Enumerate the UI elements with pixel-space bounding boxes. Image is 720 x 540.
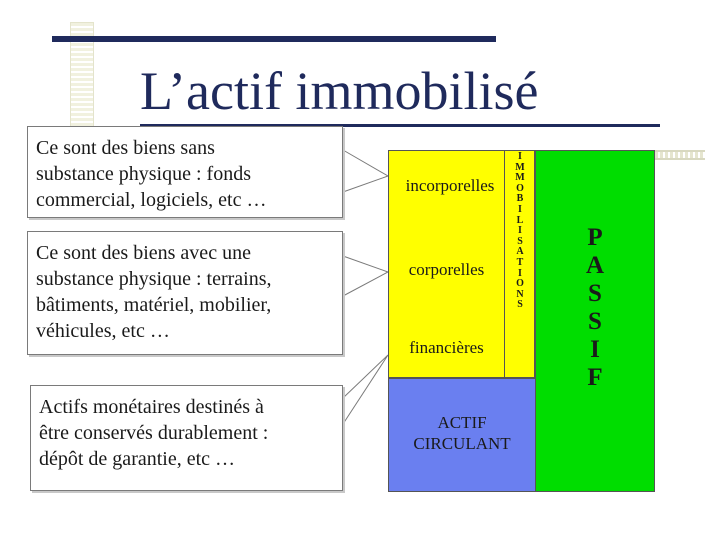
vertical-letter: B — [516, 193, 524, 205]
slide-title: L’actif immobilisé — [140, 61, 539, 121]
passif-letter: P — [587, 224, 603, 251]
vertical-letter: T — [516, 256, 524, 268]
vertical-letter: S — [517, 235, 523, 247]
label-immobilisations-vertical — [505, 152, 535, 311]
callout-line: Ce sont des biens avec une — [36, 242, 251, 264]
callout-line: commercial, logiciels, etc … — [36, 189, 267, 211]
vertical-letter: I — [518, 151, 522, 162]
callout-line: substance physique : terrains, — [36, 268, 272, 290]
vertical-letter: I — [518, 225, 522, 237]
callout-financieres — [30, 385, 343, 491]
callout-line: Ce sont des biens sans — [36, 137, 215, 159]
vertical-letter: O — [516, 278, 524, 290]
connector-financieres — [343, 355, 388, 424]
circulant-line: CIRCULANT — [413, 434, 511, 453]
label-financieres: financières — [409, 338, 484, 357]
vertical-letter: N — [516, 288, 524, 300]
callout-line: Actifs monétaires destinés à — [39, 396, 264, 418]
passif-letter: F — [587, 364, 603, 391]
label-actif-circulant — [388, 412, 536, 454]
callout-corporelles — [27, 231, 343, 355]
vertical-letter: I — [518, 267, 522, 279]
callout-line: véhicules, etc … — [36, 320, 170, 342]
passif-letter: A — [585, 252, 605, 279]
label-passif-vertical — [560, 224, 630, 392]
callout-line: dépôt de garantie, etc … — [39, 448, 236, 470]
vertical-letter: M — [515, 172, 525, 184]
vertical-letter: M — [515, 161, 525, 173]
vertical-letter: I — [518, 203, 522, 215]
callout-line: substance physique : fonds — [36, 163, 251, 185]
passif-letter: I — [590, 336, 600, 363]
circulant-line: ACTIF — [437, 413, 487, 432]
callout-line: être conservés durablement : — [39, 422, 269, 444]
vertical-letter: L — [516, 214, 524, 226]
callout-incorporelles — [27, 126, 343, 218]
vertical-letter: O — [516, 182, 524, 194]
callout-line: bâtiments, matériel, mobilier, — [36, 294, 272, 316]
vertical-letter: A — [516, 246, 524, 258]
passif-letter: S — [588, 308, 602, 335]
connector-incorporelles — [343, 150, 388, 192]
passif-letter: S — [588, 280, 602, 307]
connector-corporelles — [343, 256, 388, 296]
label-corporelles: corporelles — [408, 260, 485, 279]
vertical-letter: S — [517, 299, 523, 311]
label-incorporelles: incorporelles — [405, 176, 495, 195]
